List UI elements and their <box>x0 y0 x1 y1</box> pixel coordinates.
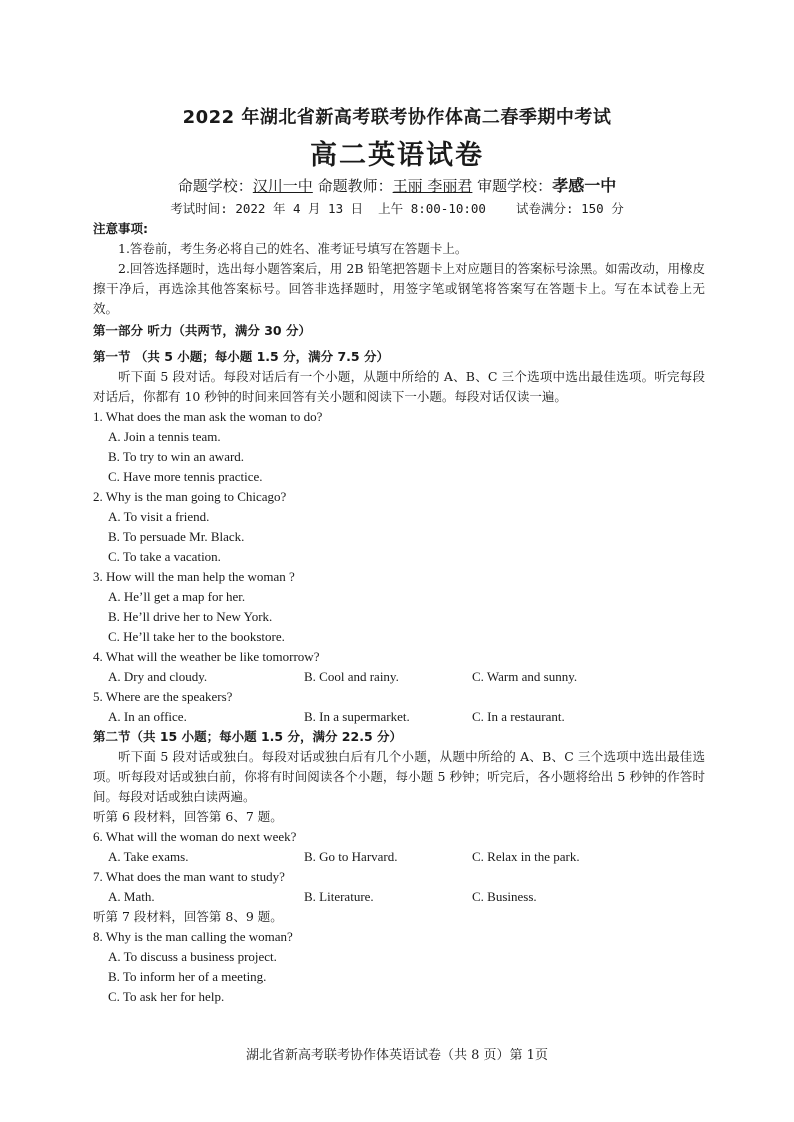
note-item-1: 1.答卷前，考生务必将自己的姓名、准考证号填写在答题卡上。 <box>118 241 468 256</box>
note-item-2: 2.回答选择题时，选出每小题答案后，用 2B 铅笔把答题卡上对应题目的答案标号涂黑。如需改动，用橡皮擦干净后，再选涂其他答案标号。回答非选择题时，用签字笔或钢笔将答案写在答题卡上。写在本试卷上无效。 <box>93 261 706 316</box>
section1-instructions: 听下面 5 段对话。每段对话后有一个小题，从题中所给的 A、B、C 三个选项中选出最佳选项。听完每段对话后，你都有 10 秒钟的时间来回答有关小题和阅读下一小题。每段对话仅读一遍。 <box>93 369 705 404</box>
q7-option-a: A. Math. <box>108 889 155 904</box>
question-8: 8. Why is the man calling the woman? <box>93 929 293 944</box>
q3-option-c: C. He’ll take her to the bookstore. <box>108 629 285 644</box>
q7-option-c: C. Business. <box>472 889 537 904</box>
question-1: 1. What does the man ask the woman to do? <box>93 409 323 424</box>
material-6-note: 听第 6 段材料，回答第 6、7 题。 <box>93 809 283 824</box>
exam-title: 2022 年湖北省新高考联考协作体高二春季期中考试 <box>182 107 612 128</box>
question-5: 5. Where are the speakers? <box>93 689 233 704</box>
question-4: 4. What will the weather be like tomorrow? <box>93 649 320 664</box>
part1-heading: 第一部分 听力（共两节，满分 30 分） <box>93 323 311 338</box>
q5-option-a: A. In an office. <box>108 709 187 724</box>
paper-subtitle: 高二英语试卷 <box>310 140 484 171</box>
question-2: 2. Why is the man going to Chicago? <box>93 489 287 504</box>
reviewer-school: 孝感一中 <box>552 176 617 195</box>
school-label: 命题学校： <box>177 177 253 195</box>
school-name: 汉川一中 <box>252 177 313 195</box>
q8-option-c: C. To ask her for help. <box>108 989 225 1004</box>
q8-option-a: A. To discuss a business project. <box>108 949 277 964</box>
q2-option-b: B. To persuade Mr. Black. <box>108 529 245 544</box>
page-footer: 湖北省新高考联考协作体英语试卷（共 8 页）第 1页 <box>246 1048 548 1063</box>
q4-option-b: B. Cool and rainy. <box>304 669 399 684</box>
teacher-label: 命题教师： <box>317 177 393 195</box>
section2-instructions: 听下面 5 段对话或独白。每段对话或独白后有几个小题，从题中所给的 A、B、C 三个选项中选出最佳选项。听每段对话或独白前，你将有时间阅读各个小题，每小题 5 秒钟；听完后，各小题将给出 5 秒钟的作答时间。每段对话或独白读两遍。 <box>93 749 705 804</box>
notes-heading: 注意事项: <box>93 221 148 236</box>
q2-option-c: C. To take a vacation. <box>108 549 221 564</box>
q7-option-b: B. Literature. <box>304 889 374 904</box>
section2-heading: 第二节（共 15 小题；每小题 1.5 分，满分 22.5 分） <box>93 729 402 744</box>
q6-option-b: B. Go to Harvard. <box>304 849 398 864</box>
reviewer-label: 审题学校： <box>477 177 553 195</box>
q6-option-c: C. Relax in the park. <box>472 849 580 864</box>
material-7-note: 听第 7 段材料，回答第 8、9 题。 <box>93 909 283 924</box>
q1-option-b: B. To try to win an award. <box>108 449 245 464</box>
question-6: 6. What will the woman do next week? <box>93 829 297 844</box>
q3-option-a: A. He’ll get a map for her. <box>108 589 246 604</box>
q1-option-c: C. Have more tennis practice. <box>108 469 263 484</box>
q4-option-a: A. Dry and cloudy. <box>108 669 208 684</box>
q3-option-b: B. He’ll drive her to New York. <box>108 609 273 624</box>
q4-option-c: C. Warm and sunny. <box>472 669 578 684</box>
exam-info: 考试时间: 2022 年 4 月 13 日 上午 8:00-10:00 试卷满分: 150 分 <box>170 201 624 216</box>
question-3: 3. How will the man help the woman ? <box>93 569 295 584</box>
q1-option-a: A. Join a tennis team. <box>108 429 221 444</box>
authorship-line <box>0 173 794 196</box>
q5-option-c: C. In a restaurant. <box>472 709 565 724</box>
teacher-names: 王丽 李丽君 <box>392 177 473 195</box>
q8-option-b: B. To inform her of a meeting. <box>108 969 267 984</box>
q2-option-a: A. To visit a friend. <box>108 509 210 524</box>
q5-option-b: B. In a supermarket. <box>304 709 410 724</box>
q6-option-a: A. Take exams. <box>108 849 189 864</box>
section1-heading: 第一节 （共 5 小题；每小题 1.5 分，满分 7.5 分） <box>93 349 389 364</box>
question-7: 7. What does the man want to study? <box>93 869 285 884</box>
